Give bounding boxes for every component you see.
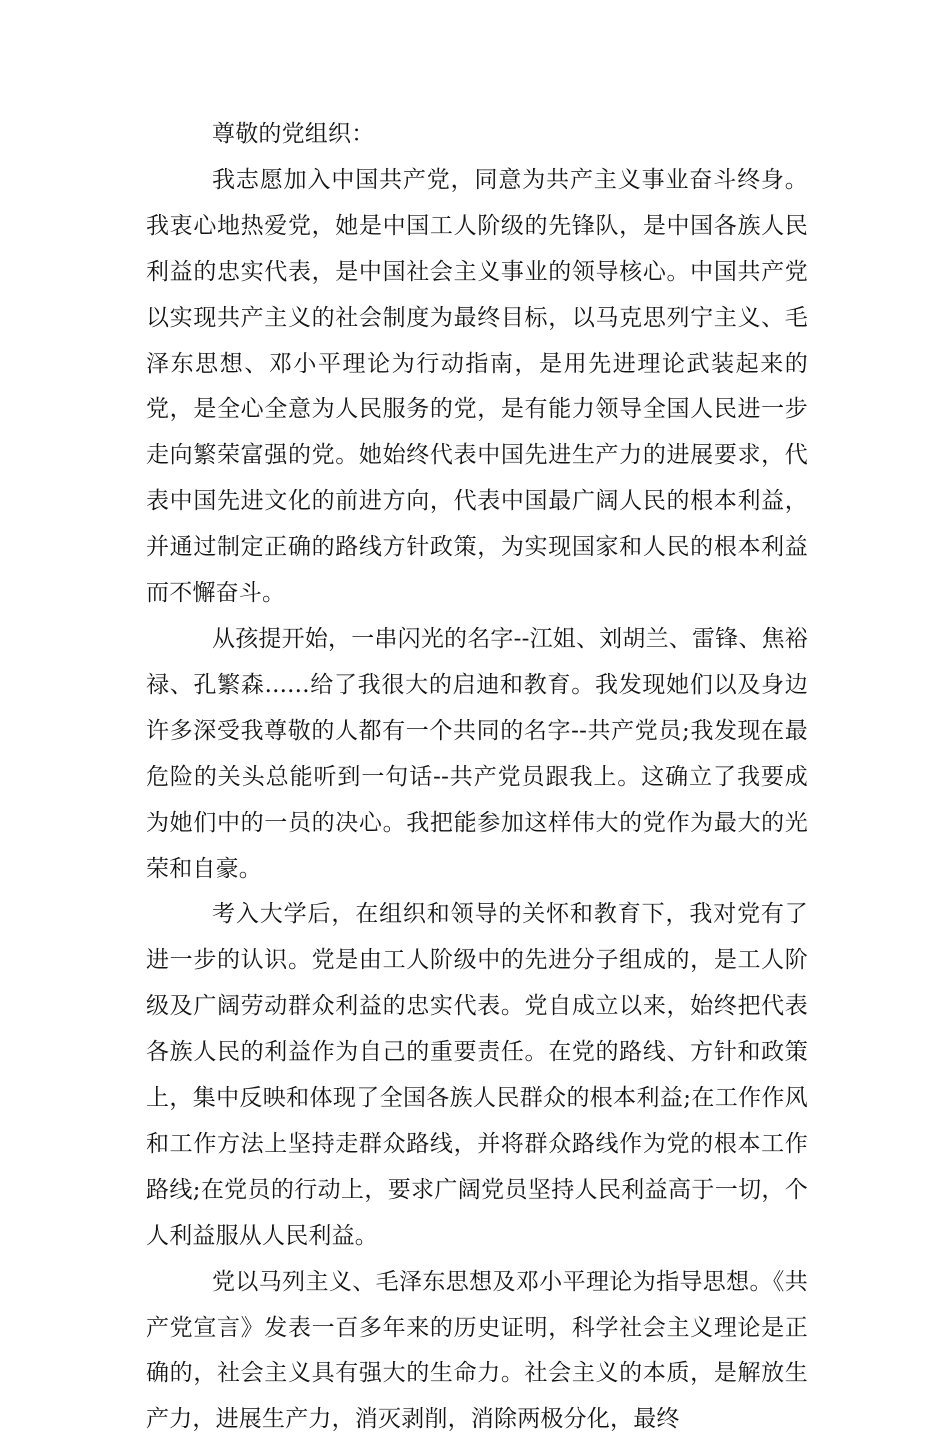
document-body [146, 112, 808, 1443]
salutation: 尊敬的党组织： [212, 121, 375, 147]
paragraph-3: 考入大学后，在组织和领导的关怀和教育下，我对党有了进一步的认识。党是由工人阶级中的先进分子组成的，是工人阶级及广阔劳动群众利益的忠实代表。党自成立以来，始终把代表各族人民的利益作为自己的重要责任。在党的路线、方针和政策上，集中反映和体现了全国各族人民群众的根本利益;在工作作风和工作方法上坚持走群众路线，并将群众路线作为党的根本工作路线;在党员的行动上，要求广阔党员坚持人民利益高于一切，个人利益服从人民利益。 [146, 901, 808, 1249]
paragraph-2: 从孩提开始，一串闪光的名字--江姐、刘胡兰、雷锋、焦裕禄、孔繁森......给了我很大的启迪和教育。我发现她们以及身边许多深受我尊敬的人都有一个共同的名字--共产党员;我发现在最危险的关头总能听到一句话--共产党员跟我上。这确立了我要成为她们中的一员的决心。我把能参加这样伟大的党作为最大的光荣和自豪。 [146, 625, 808, 882]
paragraph-4: 党以马列主义、毛泽东思想及邓小平理论为指导思想。《共产党宣言》发表一百多年来的历史证明，科学社会主义理论是正确的，社会主义具有强大的生命力。社会主义的本质，是解放生产力，进展生产力，消灭剥削，消除两极分化，最终 [146, 1268, 808, 1433]
paragraph-1: 我志愿加入中国共产党，同意为共产主义事业奋斗终身。我衷心地热爱党，她是中国工人阶级的先锋队，是中国各族人民利益的忠实代表，是中国社会主义事业的领导核心。中国共产党以实现共产主义的社会制度为最终目标，以马克思列宁主义、毛泽东思想、邓小平理论为行动指南，是用先进理论武装起来的党，是全心全意为人民服务的党，是有能力领导全国人民进一步走向繁荣富强的党。她始终代表中国先进生产力的进展要求，代表中国先进文化的前进方向，代表中国最广阔人民的根本利益，并通过制定正确的路线方针政策，为实现国家和人民的根本利益而不懈奋斗。 [146, 166, 808, 607]
